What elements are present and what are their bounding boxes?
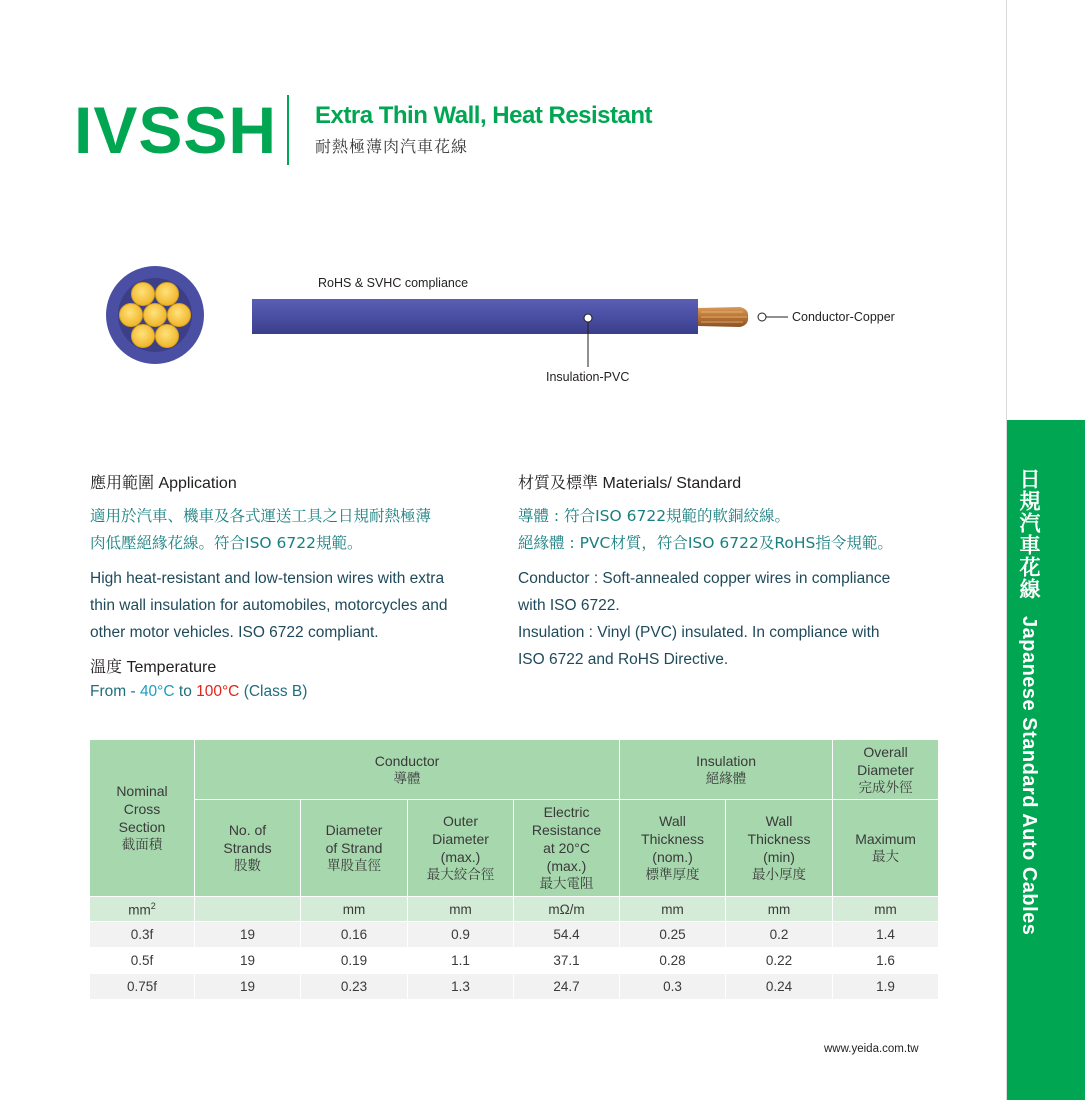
side-category-zh: 日規汽車花線 bbox=[1017, 468, 1041, 600]
application-zh-line: 肉低壓絕緣花線。符合ISO 6722規範。 bbox=[90, 534, 363, 552]
unit-cell: mm bbox=[833, 897, 939, 922]
table-cell: 0.24 bbox=[726, 974, 833, 1000]
unit-cell: mΩ/m bbox=[514, 897, 620, 922]
th-outer-diameter: Outer Diameter (max.) 最大絞合徑 bbox=[408, 800, 514, 897]
temperature-to: to bbox=[174, 683, 197, 700]
application-section bbox=[90, 470, 490, 701]
unit-cell: mm bbox=[726, 897, 833, 922]
conductor-label: Conductor-Copper bbox=[792, 310, 895, 324]
temperature-high: 100°C bbox=[196, 683, 240, 700]
th-no-of-strands: No. of Strands 股數 bbox=[195, 800, 301, 897]
application-en-line: High heat-resistant and low-tension wires with extra bbox=[90, 570, 445, 587]
header-divider bbox=[287, 95, 289, 165]
table-cell: 1.1 bbox=[408, 948, 514, 974]
th-wall-thickness-min: Wall Thickness (min) 最小厚度 bbox=[726, 800, 833, 897]
cable-illustration bbox=[95, 255, 915, 395]
table-cell: 0.22 bbox=[726, 948, 833, 974]
table-cell: 1.9 bbox=[833, 974, 939, 1000]
th-conductor-group: Conductor 導體 bbox=[195, 740, 620, 800]
unit-cell: $mm^2$ bbox=[90, 897, 195, 922]
th-nominal-cross-section: Nominal Cross Section 截面積 bbox=[90, 740, 195, 897]
table-cell: 1.3 bbox=[408, 974, 514, 1000]
application-en-line: thin wall insulation for automobiles, motorcycles and bbox=[90, 597, 448, 614]
th-overall-diameter-group: Overall Diameter 完成外徑 bbox=[833, 740, 939, 800]
temperature-from: From - bbox=[90, 683, 140, 700]
materials-en-line: Insulation : Vinyl (PVC) insulated. In compliance with bbox=[518, 624, 880, 641]
website-link[interactable]: www.yeida.com.tw bbox=[824, 1043, 919, 1055]
table-cell: 54.4 bbox=[514, 922, 620, 948]
materials-en-line: Conductor : Soft-annealed copper wires in compliance bbox=[518, 570, 891, 587]
table-cell: 0.23 bbox=[301, 974, 408, 1000]
table-cell: 1.6 bbox=[833, 948, 939, 974]
table-cell: 0.2 bbox=[726, 922, 833, 948]
table-cell: 0.3 bbox=[620, 974, 726, 1000]
temperature-class: (Class B) bbox=[239, 683, 308, 700]
unit-cell bbox=[195, 897, 301, 922]
unit-cell: mm bbox=[620, 897, 726, 922]
materials-en-line: with ISO 6722. bbox=[518, 597, 620, 614]
table-cell: 19 bbox=[195, 922, 301, 948]
table-cell: 1.4 bbox=[833, 922, 939, 948]
unit-cell: mm bbox=[301, 897, 408, 922]
temperature-low: 40°C bbox=[139, 683, 175, 700]
insulation-label: Insulation-PVC bbox=[546, 370, 630, 384]
application-en-line: other motor vehicles. ISO 6722 compliant. bbox=[90, 624, 379, 641]
materials-en-line: ISO 6722 and RoHS Directive. bbox=[518, 651, 729, 668]
table-row bbox=[90, 922, 939, 948]
application-zh-line: 適用於汽車、機車及各式運送工具之日規耐熱極薄 bbox=[90, 507, 432, 525]
th-electric-resistance: Electric Resistance at 20°C (max.) 最大電阻 bbox=[514, 800, 620, 897]
materials-heading: 材質及標準 Materials/ Standard bbox=[518, 475, 742, 492]
materials-zh-line: 導體 : 符合ISO 6722規範的軟銅絞線。 bbox=[518, 507, 791, 525]
th-wall-thickness-nom: Wall Thickness (nom.) 標準厚度 bbox=[620, 800, 726, 897]
table-cell: 0.19 bbox=[301, 948, 408, 974]
compliance-label: RoHS & SVHC compliance bbox=[318, 276, 469, 290]
table-row bbox=[90, 974, 939, 1000]
th-maximum: Maximum 最大 bbox=[833, 800, 939, 897]
temperature-heading: 溫度 Temperature bbox=[90, 659, 217, 676]
wire-side-view bbox=[252, 299, 788, 367]
table-cell: 0.3f bbox=[90, 922, 195, 948]
table-cell: 24.7 bbox=[514, 974, 620, 1000]
th-strand-diameter: Diameter of Strand 單股直徑 bbox=[301, 800, 408, 897]
table-cell: 0.9 bbox=[408, 922, 514, 948]
table-cell: 0.75f bbox=[90, 974, 195, 1000]
temperature-range bbox=[90, 683, 490, 701]
materials-zh-line: 絕緣體 : PVC材質，符合ISO 6722及RoHS指令規範。 bbox=[518, 534, 893, 552]
materials-section bbox=[518, 470, 938, 673]
side-category-text bbox=[1014, 468, 1044, 935]
table-cell: 19 bbox=[195, 974, 301, 1000]
subtitle-chinese: 耐熱極薄肉汽車花線 bbox=[315, 137, 469, 156]
unit-cell: mm bbox=[408, 897, 514, 922]
table-cell: 19 bbox=[195, 948, 301, 974]
cross-section-icon bbox=[106, 266, 204, 364]
table-cell: 0.28 bbox=[620, 948, 726, 974]
table-cell: 0.5f bbox=[90, 948, 195, 974]
units-row bbox=[90, 897, 939, 922]
spec-table bbox=[89, 739, 939, 1000]
table-cell: 37.1 bbox=[514, 948, 620, 974]
table-cell: 0.16 bbox=[301, 922, 408, 948]
table-cell: 0.25 bbox=[620, 922, 726, 948]
model-name: IVSSH bbox=[74, 93, 278, 167]
th-insulation-group: Insulation 絕緣體 bbox=[620, 740, 833, 800]
subtitle-english: Extra Thin Wall, Heat Resistant bbox=[315, 102, 653, 129]
application-heading: 應用範圍 Application bbox=[90, 475, 237, 492]
table-row bbox=[90, 948, 939, 974]
side-category-en: Japanese Standard Auto Cables bbox=[1018, 616, 1040, 936]
